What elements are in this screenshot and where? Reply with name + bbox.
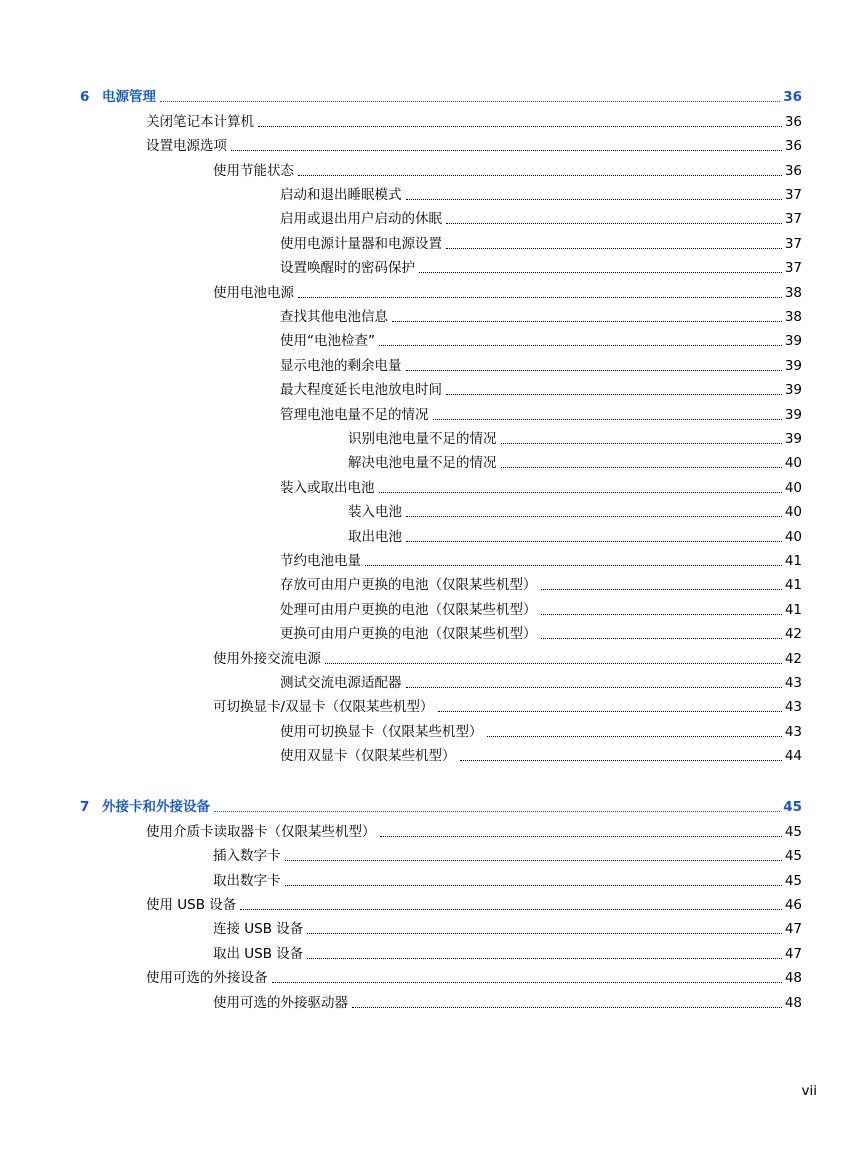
- dot-leader: [501, 443, 782, 444]
- toc-entry[interactable]: [213, 845, 802, 865]
- entry-title: 解决电池电量不足的情况: [348, 455, 497, 471]
- entry-title: 使用电池电源: [213, 285, 294, 301]
- page-number: 37: [784, 187, 802, 203]
- toc-entry[interactable]: [213, 992, 802, 1012]
- dot-leader: [419, 272, 782, 273]
- toc-entry[interactable]: [280, 306, 802, 326]
- page-number: 41: [784, 553, 802, 569]
- page-number: 44: [784, 748, 802, 764]
- dot-leader: [438, 711, 782, 712]
- toc-entry[interactable]: [146, 894, 802, 914]
- page-number: 36: [784, 114, 802, 130]
- entry-title: 使用可切换显卡（仅限某些机型）: [280, 724, 483, 740]
- entry-title: 装入电池: [348, 504, 402, 520]
- dot-leader: [285, 860, 782, 861]
- page-number: 42: [784, 626, 802, 642]
- toc-entry[interactable]: [280, 355, 802, 375]
- toc-entry[interactable]: [213, 943, 802, 963]
- page-number: 37: [784, 236, 802, 252]
- entry-title: 插入数字卡: [213, 848, 281, 864]
- chapter-title: 外接卡和外接设备: [102, 799, 210, 815]
- dot-leader: [446, 394, 782, 395]
- toc-chapter-7[interactable]: [80, 796, 802, 816]
- toc-entry[interactable]: [213, 918, 802, 938]
- toc-chapter-6[interactable]: [80, 86, 802, 106]
- dot-leader: [446, 223, 782, 224]
- toc-entry[interactable]: [146, 111, 802, 131]
- toc-entry[interactable]: [348, 501, 802, 521]
- page-number: 36: [783, 89, 802, 105]
- dot-leader: [406, 687, 782, 688]
- entry-title: 使用电源计量器和电源设置: [280, 236, 442, 252]
- dot-leader: [379, 345, 782, 346]
- toc-entry[interactable]: [280, 404, 802, 424]
- chapter-number: 6: [80, 89, 90, 105]
- toc-entry[interactable]: [146, 135, 802, 155]
- dot-leader: [298, 297, 782, 298]
- page-number: 38: [784, 285, 802, 301]
- entry-title: 关闭笔记本计算机: [146, 114, 254, 130]
- entry-title: 可切换显卡/双显卡（仅限某些机型）: [213, 699, 434, 715]
- dot-leader: [365, 565, 782, 566]
- dot-leader: [541, 589, 782, 590]
- page-number: 37: [784, 260, 802, 276]
- entry-title: 取出电池: [348, 529, 402, 545]
- page-number: 45: [784, 848, 802, 864]
- page-number: 37: [784, 211, 802, 227]
- page-number: 43: [784, 675, 802, 691]
- entry-title: 使用节能状态: [213, 163, 294, 179]
- chapter-number: 7: [80, 799, 90, 815]
- dot-leader: [487, 736, 782, 737]
- page-number: 48: [784, 970, 802, 986]
- page-number: 47: [784, 921, 802, 937]
- dot-leader: [298, 175, 782, 176]
- page-number: 41: [784, 577, 802, 593]
- dot-leader: [433, 419, 782, 420]
- page-number: 38: [784, 309, 802, 325]
- footer-page-number: vii: [801, 1083, 817, 1099]
- entry-title: 使用“电池检查”: [280, 333, 375, 349]
- page-number: 47: [784, 946, 802, 962]
- page-number: 36: [784, 163, 802, 179]
- dot-leader: [214, 811, 780, 812]
- page-number: 45: [784, 873, 802, 889]
- toc-entry[interactable]: [280, 330, 802, 350]
- toc-entry[interactable]: [146, 821, 802, 841]
- page-number: 46: [784, 897, 802, 913]
- entry-title: 使用可选的外接驱动器: [213, 995, 348, 1011]
- dot-leader: [352, 1007, 782, 1008]
- page-number: 40: [784, 480, 802, 496]
- toc-entry[interactable]: [280, 599, 802, 619]
- entry-title: 使用介质卡读取器卡（仅限某些机型）: [146, 824, 376, 840]
- toc-entry[interactable]: [280, 184, 802, 204]
- page-number: 39: [784, 407, 802, 423]
- entry-title: 管理电池电量不足的情况: [280, 407, 429, 423]
- toc-entry[interactable]: [280, 257, 802, 277]
- dot-leader: [406, 541, 782, 542]
- entry-title: 启用或退出用户启动的休眠: [280, 211, 442, 227]
- dot-leader: [285, 885, 782, 886]
- entry-title: 处理可由用户更换的电池（仅限某些机型）: [280, 602, 537, 618]
- dot-leader: [501, 467, 782, 468]
- toc-entry[interactable]: [280, 379, 802, 399]
- entry-title: 取出 USB 设备: [213, 946, 304, 962]
- entry-title: 设置唤醒时的密码保护: [280, 260, 415, 276]
- dot-leader: [380, 836, 782, 837]
- toc-entry[interactable]: [213, 160, 802, 180]
- dot-leader: [307, 958, 782, 959]
- entry-title: 连接 USB 设备: [213, 921, 304, 937]
- toc-entry[interactable]: [213, 282, 802, 302]
- toc-entry[interactable]: [348, 428, 802, 448]
- dot-leader: [307, 933, 782, 934]
- page-number: 43: [784, 699, 802, 715]
- entry-title: 节约电池电量: [280, 553, 361, 569]
- entry-title: 使用 USB 设备: [146, 897, 237, 913]
- page-number: 42: [784, 651, 802, 667]
- toc-entry[interactable]: [280, 721, 802, 741]
- entry-title: 取出数字卡: [213, 873, 281, 889]
- dot-leader: [379, 492, 782, 493]
- toc-entry[interactable]: [280, 745, 802, 765]
- dot-leader: [406, 199, 782, 200]
- toc-entry[interactable]: [348, 526, 802, 546]
- entry-title: 启动和退出睡眠模式: [280, 187, 402, 203]
- dot-leader: [406, 516, 782, 517]
- dot-leader: [406, 370, 782, 371]
- toc-entry[interactable]: [213, 696, 802, 716]
- dot-leader: [541, 614, 782, 615]
- dot-leader: [460, 760, 782, 761]
- toc-entry[interactable]: [280, 208, 802, 228]
- entry-title: 显示电池的剩余电量: [280, 358, 402, 374]
- entry-title: 查找其他电池信息: [280, 309, 388, 325]
- entry-title: 使用外接交流电源: [213, 651, 321, 667]
- toc-entry[interactable]: [280, 550, 802, 570]
- toc-entry[interactable]: [213, 648, 802, 668]
- toc-entry[interactable]: [280, 574, 802, 594]
- page-number: 41: [784, 602, 802, 618]
- dot-leader: [272, 982, 782, 983]
- page-number: 39: [784, 382, 802, 398]
- dot-leader: [258, 126, 782, 127]
- entry-title: 装入或取出电池: [280, 480, 375, 496]
- page-number: 36: [784, 138, 802, 154]
- page-number: 39: [784, 431, 802, 447]
- dot-leader: [325, 663, 782, 664]
- page-number: 40: [784, 529, 802, 545]
- entry-title: 识别电池电量不足的情况: [348, 431, 497, 447]
- toc-entry[interactable]: [280, 672, 802, 692]
- dot-leader: [240, 909, 782, 910]
- dot-leader: [541, 638, 782, 639]
- toc-entry[interactable]: [280, 477, 802, 497]
- page-number: 39: [784, 333, 802, 349]
- page-number: 45: [783, 799, 802, 815]
- page-number: 43: [784, 724, 802, 740]
- toc-entry[interactable]: [146, 967, 802, 987]
- page-number: 39: [784, 358, 802, 374]
- page-number: 40: [784, 504, 802, 520]
- dot-leader: [392, 321, 782, 322]
- chapter-title: 电源管理: [102, 89, 156, 105]
- toc-entry[interactable]: [213, 870, 802, 890]
- toc-entry[interactable]: [280, 233, 802, 253]
- entry-title: 使用双显卡（仅限某些机型）: [280, 748, 456, 764]
- toc-entry[interactable]: [280, 623, 802, 643]
- dot-leader: [231, 150, 782, 151]
- entry-title: 最大程度延长电池放电时间: [280, 382, 442, 398]
- page-number: 40: [784, 455, 802, 471]
- page-number: 48: [784, 995, 802, 1011]
- entry-title: 测试交流电源适配器: [280, 675, 402, 691]
- dot-leader: [446, 248, 782, 249]
- entry-title: 设置电源选项: [146, 138, 227, 154]
- page-number: 45: [784, 824, 802, 840]
- entry-title: 更换可由用户更换的电池（仅限某些机型）: [280, 626, 537, 642]
- dot-leader: [160, 101, 780, 102]
- entry-title: 使用可选的外接设备: [146, 970, 268, 986]
- toc-entry[interactable]: [348, 452, 802, 472]
- entry-title: 存放可由用户更换的电池（仅限某些机型）: [280, 577, 537, 593]
